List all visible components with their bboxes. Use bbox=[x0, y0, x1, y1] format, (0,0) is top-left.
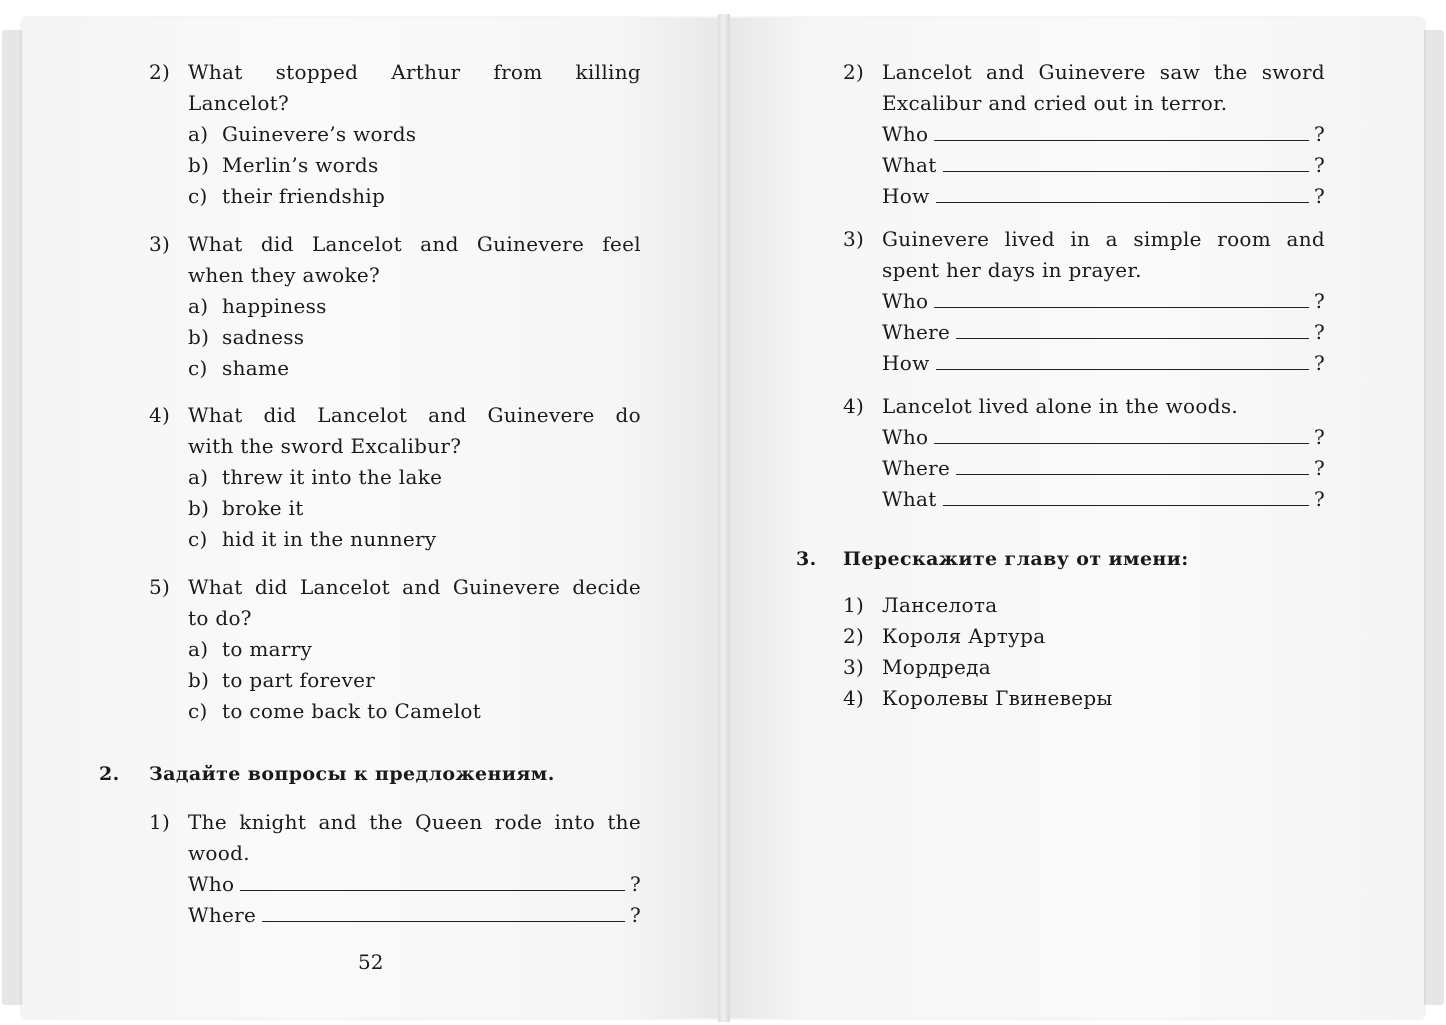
answer-how[interactable]: How ? bbox=[882, 348, 1325, 379]
question-number: 2) bbox=[149, 60, 171, 84]
page-number: 52 bbox=[358, 950, 384, 974]
option-a[interactable]: a) happiness bbox=[188, 294, 327, 318]
answer-line[interactable] bbox=[934, 422, 1309, 444]
option-c[interactable]: c) their friendship bbox=[188, 184, 386, 208]
option-c[interactable]: c) to come back to Camelot bbox=[188, 699, 482, 723]
answer-what[interactable]: What ? bbox=[882, 150, 1325, 181]
option-a[interactable]: a) Guinevere’s words bbox=[188, 122, 417, 146]
answer-line[interactable] bbox=[936, 348, 1309, 370]
task-3-heading bbox=[796, 548, 1189, 570]
answer-how[interactable]: How ? bbox=[882, 181, 1325, 212]
answer-who[interactable]: Who ? bbox=[882, 422, 1325, 453]
question-number: 4) bbox=[149, 403, 171, 427]
list-item: 2) Короля Артура bbox=[843, 624, 1046, 648]
option-b[interactable]: b) broke it bbox=[188, 496, 304, 520]
list-item: 1) Ланселота bbox=[843, 593, 998, 617]
task-number: 3. bbox=[796, 548, 817, 570]
question-text: What did Lancelot and Guinevere do with the sword Excalibur? bbox=[188, 403, 641, 458]
option-b[interactable]: b) to part forever bbox=[188, 668, 376, 692]
sentence-text: The knight and the Queen rode into the wood. bbox=[188, 810, 641, 865]
question-number: 5) bbox=[149, 575, 171, 599]
task-title: Перескажите главу от имени: bbox=[843, 548, 1189, 570]
answer-where[interactable]: Where ? bbox=[188, 900, 641, 931]
sentence-text: Guinevere lived in a simple room and spent her days in prayer. bbox=[882, 227, 1325, 282]
answer-who[interactable]: Who ? bbox=[188, 869, 641, 900]
task-number: 2. bbox=[99, 763, 120, 785]
task-2-heading bbox=[99, 763, 555, 785]
answer-line[interactable] bbox=[934, 119, 1309, 141]
answer-line[interactable] bbox=[956, 317, 1309, 339]
answer-line[interactable] bbox=[936, 181, 1309, 203]
answer-who[interactable]: Who ? bbox=[882, 119, 1325, 150]
list-item: 4) Королевы Гвиневеры bbox=[843, 686, 1113, 710]
answer-who[interactable]: Who ? bbox=[882, 286, 1325, 317]
question-number: 1) bbox=[149, 810, 171, 834]
answer-line[interactable] bbox=[934, 286, 1309, 308]
answer-line[interactable] bbox=[943, 150, 1309, 172]
option-a[interactable]: a) to marry bbox=[188, 637, 313, 661]
list-item: 3) Мордреда bbox=[843, 655, 991, 679]
sentence-text: Lancelot lived alone in the woods. bbox=[882, 394, 1239, 418]
answer-what[interactable]: What ? bbox=[882, 484, 1325, 515]
answer-where[interactable]: Where ? bbox=[882, 453, 1325, 484]
task-title: Задайте вопросы к предложениям. bbox=[149, 763, 555, 785]
answer-line[interactable] bbox=[956, 453, 1309, 475]
sentence-text: Lancelot and Guinevere saw the sword Excalibur and cried out in terror. bbox=[882, 60, 1325, 115]
answer-where[interactable]: Where ? bbox=[882, 317, 1325, 348]
question-text: What did Lancelot and Guinevere feel when they awoke? bbox=[188, 232, 641, 287]
option-c[interactable]: c) shame bbox=[188, 356, 290, 380]
question-number: 3) bbox=[149, 232, 171, 256]
question-number: 4) bbox=[843, 394, 865, 418]
question-number: 2) bbox=[843, 60, 865, 84]
question-number: 3) bbox=[843, 227, 865, 251]
question-text: What stopped Arthur from killing Lancelot? bbox=[188, 60, 641, 115]
option-a[interactable]: a) threw it into the lake bbox=[188, 465, 443, 489]
option-b[interactable]: b) sadness bbox=[188, 325, 305, 349]
option-b[interactable]: b) Merlin’s words bbox=[188, 153, 379, 177]
answer-line[interactable] bbox=[943, 484, 1309, 506]
book-gutter bbox=[718, 14, 730, 1022]
option-c[interactable]: c) hid it in the nunnery bbox=[188, 527, 437, 551]
answer-line[interactable] bbox=[240, 869, 625, 891]
retell-list bbox=[843, 590, 1325, 714]
answer-line[interactable] bbox=[262, 900, 625, 922]
question-text: What did Lancelot and Guinevere decide to do? bbox=[188, 575, 641, 630]
